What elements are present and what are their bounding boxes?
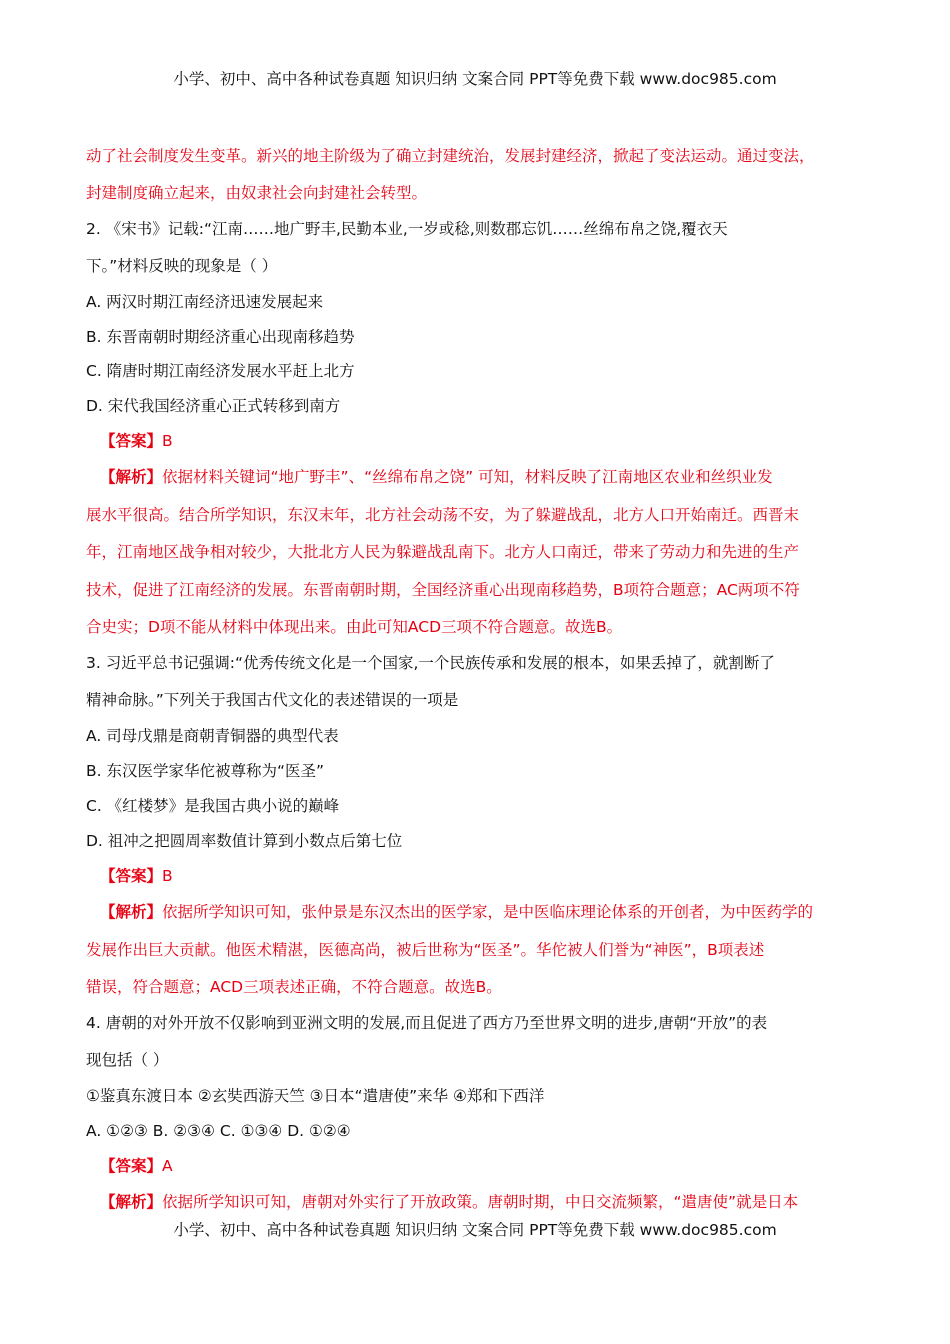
q4-answer <box>100 1156 173 1176</box>
q2-analysis-line-3: 年，江南地区战争相对较少，大批北方人民为躲避战乱南下。北方人口南迁，带来了劳动力和先进的生产 <box>86 543 800 561</box>
q4-options: A. ①②③ B. ②③④ C. ①③④ D. ①②④ <box>86 1122 351 1140</box>
q2-analysis-line-5: 合史实；D项不能从材料中体现出来。由此可知ACD三项不符合题意。故选B。 <box>86 618 623 636</box>
q3-option-b: B. 东汉医学家华佗被尊称为“医圣” <box>86 762 325 780</box>
q2-analysis-line-4: 技术，促进了江南经济的发展。东晋南朝时期，全国经济重心出现南移趋势，B项符合题意；AC两项不符 <box>86 581 800 599</box>
q2-stem-line-1: 2. 《宋书》记载:“江南……地广野丰,民勤本业,一岁或稔,则数郡忘饥……丝绵布帛之饶,覆衣天 <box>86 220 728 238</box>
q4-analysis-line-1: 【解析】依据所学知识可知，唐朝对外实行了开放政策。唐朝时期，中日交流频繁，“遣唐使”就是日本 <box>100 1193 799 1211</box>
analysis-label: 【解析】 <box>100 1193 163 1211</box>
q4-items: ①鉴真东渡日本 ②玄奘西游天竺 ③日本“遣唐使”来华 ④郑和下西洋 <box>86 1087 545 1105</box>
q3-stem-line-2: 精神命脉。”下列关于我国古代文化的表述错误的一项是 <box>86 691 459 709</box>
q2-stem-line-2: 下。”材料反映的现象是（ ） <box>86 257 278 275</box>
answer-label: 【答案】 <box>100 1157 163 1175</box>
q3-option-c: C. 《红楼梦》是我国古典小说的巅峰 <box>86 797 340 815</box>
q3-analysis-line-3: 错误，符合题意；ACD三项表述正确，不符合题意。故选B。 <box>86 978 502 996</box>
q2-analysis-line-2: 展水平很高。结合所学知识，东汉末年，北方社会动荡不安，为了躲避战乱，北方人口开始南迁。西晋末 <box>86 506 800 524</box>
q3-analysis-line-1: 【解析】依据所学知识可知，张仲景是东汉杰出的医学家，是中医临床理论体系的开创者，为中医药学的 <box>100 903 814 921</box>
q3-stem-line-1: 3. 习近平总书记强调:“优秀传统文化是一个国家,一个民族传承和发展的根本，如果丢掉了，就割断了 <box>86 654 775 672</box>
analysis-label: 【解析】 <box>100 903 163 921</box>
q2-option-c: C. 隋唐时期江南经济发展水平赶上北方 <box>86 362 355 380</box>
analysis-label: 【解析】 <box>100 468 163 486</box>
q3-analysis-line-2: 发展作出巨大贡献。他医术精湛，医德高尚，被后世称为“医圣”。华佗被人们誉为“神医”，B项表述 <box>86 941 765 959</box>
q2-answer <box>100 431 173 451</box>
q2-analysis-line-1: 【解析】依据材料关键词“地广野丰”、“丝绵布帛之饶” 可知，材料反映了江南地区农业和丝织业发 <box>100 468 773 486</box>
answer-label: 【答案】 <box>100 432 163 450</box>
answer-value: B <box>162 867 173 885</box>
lead-line-2: 封建制度确立起来，由奴隶社会向封建社会转型。 <box>86 184 428 202</box>
answer-value: B <box>162 432 173 450</box>
q2-option-b: B. 东晋南朝时期经济重心出现南移趋势 <box>86 328 355 346</box>
q2-option-d: D. 宋代我国经济重心正式转移到南方 <box>86 397 341 415</box>
q3-option-d: D. 祖冲之把圆周率数值计算到小数点后第七位 <box>86 832 403 850</box>
page-header: 小学、初中、高中各种试卷真题 知识归纳 文案合同 PPT等免费下载 www.doc985.com <box>173 70 777 88</box>
answer-label: 【答案】 <box>100 867 163 885</box>
q2-option-a: A. 两汉时期江南经济迅速发展起来 <box>86 293 324 311</box>
answer-value: A <box>162 1157 173 1175</box>
q4-stem-line-2: 现包括（ ） <box>86 1051 169 1069</box>
page-footer: 小学、初中、高中各种试卷真题 知识归纳 文案合同 PPT等免费下载 www.doc985.com <box>173 1221 777 1239</box>
lead-line-1: 动了社会制度发生变革。新兴的地主阶级为了确立封建统治，发展封建经济，掀起了变法运动。通过变法， <box>86 147 815 165</box>
q3-option-a: A. 司母戊鼎是商朝青铜器的典型代表 <box>86 727 339 745</box>
q4-stem-line-1: 4. 唐朝的对外开放不仅影响到亚洲文明的发展,而且促进了西方乃至世界文明的进步,唐朝“开放”的表 <box>86 1014 768 1032</box>
q3-answer <box>100 866 173 886</box>
